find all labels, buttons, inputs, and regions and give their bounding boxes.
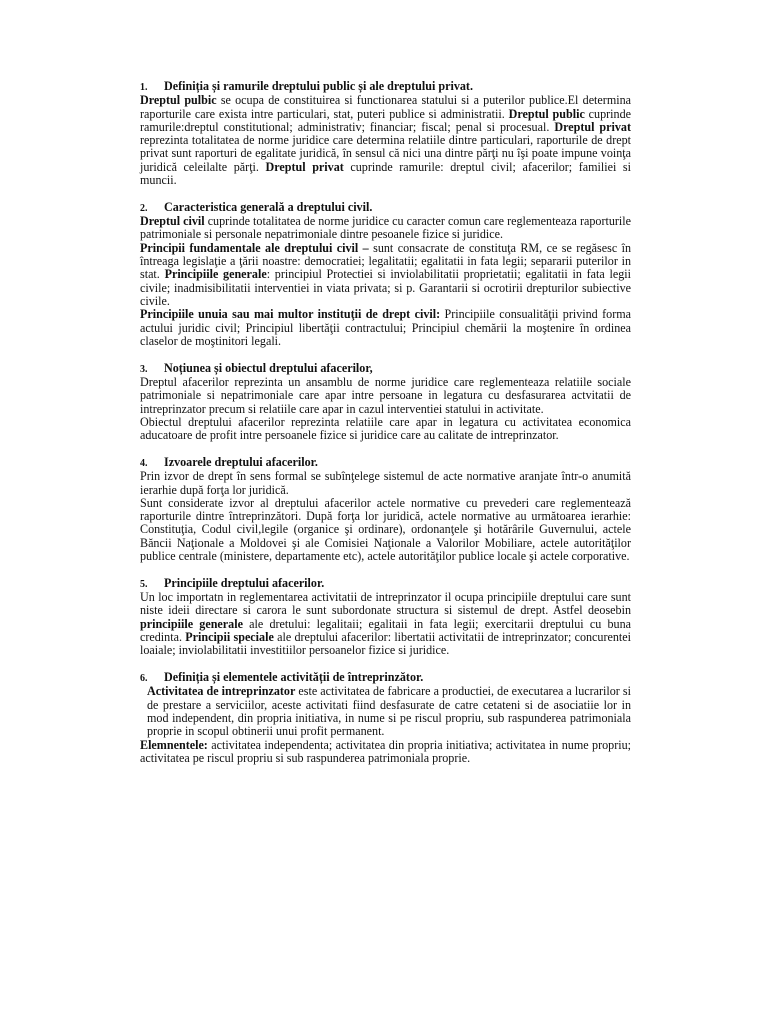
text-run: Un loc importatn in reglementarea activitatii de intreprinzator il ocupa principiile dreptului care sunt niste ideii directare si carora le sunt subordonate structura si sistemul de drept. Astfel deosebin: [140, 590, 631, 618]
section-title: Definiția și elementele activității de întreprinzător.: [164, 670, 424, 685]
section-title: Definiția și ramurile dreptului public și ale dreptului privat.: [164, 79, 473, 93]
section-number: 4.: [140, 457, 148, 469]
bold-term: Dreptul privat: [265, 159, 344, 174]
paragraph: [140, 376, 631, 416]
paragraph: [140, 94, 631, 187]
bold-term: Dreptul civil: [140, 214, 205, 229]
document-body: [140, 80, 631, 779]
section-heading: [140, 362, 631, 376]
paragraph: [140, 242, 631, 308]
bold-term: Dreptul public: [508, 106, 585, 121]
bold-term: principiile generale: [140, 616, 243, 631]
section-number: 3.: [140, 363, 148, 375]
text-run: ale dreptului afacerilor: libertatii activitatii de intreprinzator; concurentei loaiale; inviolabilitatii investitiilor persoanelor fizice si juridice.: [140, 629, 632, 658]
bold-term: Dreptul privat: [554, 119, 631, 134]
section-heading: [140, 201, 631, 215]
paragraph: [140, 739, 631, 766]
paragraph: [140, 416, 631, 443]
paragraph: [140, 470, 631, 497]
section-title: Izvoarele dreptului afacerilor.: [164, 454, 318, 469]
section-2: [140, 201, 631, 348]
section-3: [140, 362, 631, 443]
text-run: Principiile consualităţii privind forma actului juridic civil; Principiul libertăţii contractului; Principiul chemării la moştenire în ordinea claselor de moştinitori legali.: [140, 307, 632, 348]
bold-term: Principii fundamentale ale dreptului civil –: [140, 240, 369, 255]
section-heading: [140, 456, 631, 470]
text-run: Sunt considerate izvor al dreptului afacerilor actele normative cu prevederi care reglementează raporturile dintre întreprinzători. După forţa lor juridică, actele normative au următoarea ierarhie: Constituţia, Codul civil,legile (organice şi ordinare), ordonanţele şi hotărârile Guvernului, actele Băncii Naţionale a Moldovei şi ale Comisiei Naţionale a Valorilor Mobiliare, actele autorităţilor publice centrale (ministere, departamente etc), actele autorităţilor publice locale şi actele corporative.: [140, 495, 631, 563]
section-heading: [140, 671, 631, 685]
bold-term: Principiile unuia sau mai multor instituţii de drept civil:: [140, 307, 441, 322]
text-run: cuprinde ramurile:dreptul constitutional; administrativ; financiar; fiscal; penal si procesual.: [140, 106, 631, 134]
section-title: Principiile dreptului afacerilor.: [164, 575, 325, 590]
section-heading: [140, 80, 631, 94]
bold-term: Dreptul pulbic: [140, 93, 217, 108]
section-1: [140, 80, 631, 187]
paragraph: [140, 685, 631, 738]
section-number: 2.: [140, 202, 148, 214]
text-run: reprezinta totalitatea de norme juridice care determina relatiile dintre particulari, raporturile de drept privat sunt raporturi de egalitate juridică, în sensul că nici una dintre părţi nu îşi poate impune voinţa juridică celeilalte părţi.: [140, 133, 631, 174]
text-run: activitatea independenta; activitatea din propria initiativa; activitatea in nume propriu; activitatea pe riscul propriu si sub raspunderea patrimoniala proprie.: [140, 737, 631, 765]
section-5: [140, 577, 631, 658]
section-number: 1.: [140, 82, 148, 93]
section-heading: [140, 577, 631, 591]
text-run: Dreptul afacerilor reprezinta un ansamblu de norme juridice care reglementeaza relatiile sociale patrimoniale si nepatrimoniale care apar intre persoane in legatura cu desfasurarea actvitatii de intreprinzator precum si relatiile care apar in cazul interventiei statului in activitate.: [140, 374, 631, 416]
section-number: 6.: [140, 673, 148, 685]
text-run: Prin izvor de drept în sens formal se subînţelege sistemul de acte normative aranjate într-o anumită ierarhie după forţa lor juridică.: [140, 469, 631, 497]
bold-term: Activitatea de intreprinzator: [147, 684, 296, 699]
text-run: se ocupa de constituirea si functionarea statului si a puterilor publice.El determina raporturile care exista intre particulari, stat, puteri publice si administratii.: [140, 93, 631, 121]
text-run: cuprinde ramurile: dreptul civil; afacerilor; familiei si muncii.: [140, 159, 631, 188]
section-number: 5.: [140, 578, 148, 590]
text-run: : principiul Protectiei si inviolabilitatii proprietatii; egalitatii in fata legii civile; inadmisibilitatii interventiei in viata privata; si p. Garantarii si ocrotirii drepturilor subiective civile.: [140, 267, 632, 308]
bold-term: Elemnentele:: [140, 737, 208, 752]
section-6: [140, 671, 631, 765]
paragraph: [140, 591, 631, 657]
text-run: este activitatea de fabricare a productiei, de executarea a lucrarilor si de prestare a serviciilor, aceste activitati fiind desfasurate de catre cetateni si de asociatiie lor in mod independent, din propria initiativa, in nume si pe riscul propriu, sub raspunderea patrimoniala proprie in scopul obtinerii unui profit permanent.: [147, 684, 631, 739]
bold-term: Principii speciale: [185, 629, 274, 644]
section-4: [140, 456, 631, 563]
text-run: ale dretului: legalitaii; egalitaii in fata legii; exercitarii dreptului cu buna credinta.: [140, 616, 631, 644]
section-title: Caracteristica generală a dreptului civil.: [164, 199, 373, 214]
paragraph: [140, 215, 631, 242]
text-run: Obiectul dreptului afacerilor reprezinta relatiile care apar in legatura cu activitatea economica aducatoare de profit intre persoanele fizice si juridice care au calitate de intreprinzator.: [140, 414, 631, 443]
paragraph: [140, 308, 631, 348]
bold-term: Principiile generale: [164, 267, 267, 282]
text-run: cuprinde totalitatea de norme juridice cu caracter comun care reglementeaza raporturile patrimoniale si personale nepatrimoniale dintre pesoanele fizice si juridice.: [140, 214, 631, 242]
section-title: Noțiunea și obiectul dreptului afacerilor,: [164, 360, 373, 375]
text-run: sunt consacrate de constituţa RM, ce se regăsesc în întreaga legislaţie a ţării noastre: democratiei; legalitatii; egalitatii in fata legii; separarii puterilor in stat.: [140, 240, 631, 282]
paragraph: [140, 497, 631, 563]
